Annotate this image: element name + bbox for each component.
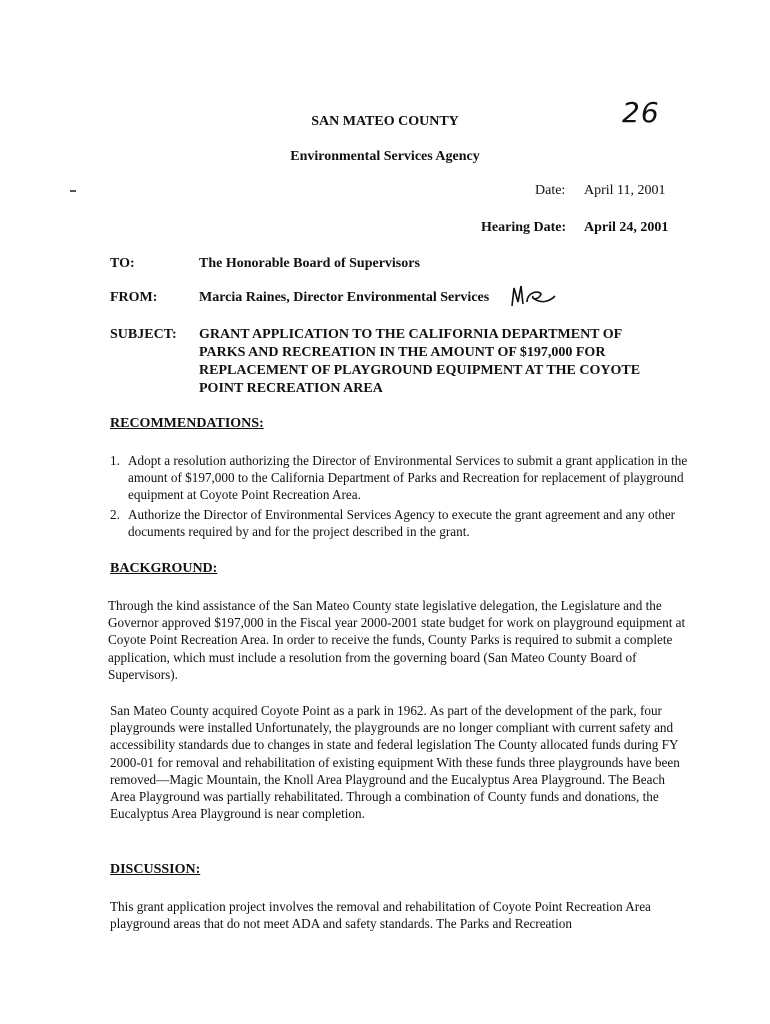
recommendation-number: 2. xyxy=(110,507,120,522)
to-label: TO: xyxy=(110,256,135,271)
to-value: The Honorable Board of Supervisors xyxy=(199,256,420,271)
scan-mark xyxy=(70,190,76,192)
date-label: Date: xyxy=(535,183,566,198)
county-title: SAN MATEO COUNTY xyxy=(311,114,459,129)
agency-name: Environmental Services Agency xyxy=(290,149,480,164)
initials-signature xyxy=(509,280,559,312)
from-label: FROM: xyxy=(110,290,158,305)
hearing-date-label: Hearing Date: xyxy=(481,220,567,235)
recommendation-item xyxy=(110,506,690,542)
hearing-date-value: April 24, 2001 xyxy=(584,220,669,235)
recommendation-text: Adopt a resolution authorizing the Director of Environmental Services to submit a grant application in the amount of $197,000 to the California Department of Parks and Recreation for replacement of playground equipment at Coyote Point Recreation Area. xyxy=(128,453,688,503)
recommendation-item xyxy=(110,452,690,504)
from-value: Marcia Raines, Director Environmental Services xyxy=(199,290,490,305)
discussion-paragraph-1: This grant application project involves the removal and rehabilitation of Coyote Point Recreation Area playground areas that do not meet ADA and safety standards. The Parks and Recreation xyxy=(110,899,651,932)
background-paragraph-2: San Mateo County acquired Coyote Point as a park in 1962. As part of the development of the park, four playgrounds were installed Unfortunately, the playgrounds are no longer compliant with current safety and accessibility standards due to changes in state and federal legislation The County allocated funds during FY 2000-01 for removal and rehabilitation of existing equipment With these funds three playgrounds have been removed—Magic Mountain, the Knoll Area Playground and the Eucalyptus Area Playground. The Beach Area Playground was partially rehabilitated. Through a combination of County funds and donations, the Eucalyptus Area Playground is near completion. xyxy=(110,703,680,822)
subject-line-2: PARKS AND RECREATION IN THE AMOUNT OF $197,000 FOR xyxy=(199,345,606,360)
handwritten-page-number: 26 xyxy=(622,96,660,129)
recommendation-text: Authorize the Director of Environmental Services Agency to execute the grant agreement and any other documents required by and for the project described in the grant. xyxy=(128,507,676,540)
subject-line-1: GRANT APPLICATION TO THE CALIFORNIA DEPARTMENT OF xyxy=(199,327,623,342)
subject-label: SUBJECT: xyxy=(110,327,177,342)
date-value: April 11, 2001 xyxy=(584,183,666,198)
background-paragraph-1: Through the kind assistance of the San Mateo County state legislative delegation, the Legislature and the Governor approved $197,000 in the Fiscal year 2000-2001 state budget for work on playground equipment at Coyote Point Recreation Area. In order to receive the funds, County Parks is required to submit a complete application, which must include a resolution from the governing board (San Mateo County Board of Supervisors). xyxy=(108,598,686,682)
recommendation-number: 1. xyxy=(110,453,120,468)
subject-line-3: REPLACEMENT OF PLAYGROUND EQUIPMENT AT THE COYOTE xyxy=(199,363,641,378)
background-heading: BACKGROUND: xyxy=(110,561,218,576)
subject-line-4: POINT RECREATION AREA xyxy=(199,381,383,396)
recommendations-heading: RECOMMENDATIONS: xyxy=(110,416,264,431)
discussion-heading: DISCUSSION: xyxy=(110,862,201,877)
